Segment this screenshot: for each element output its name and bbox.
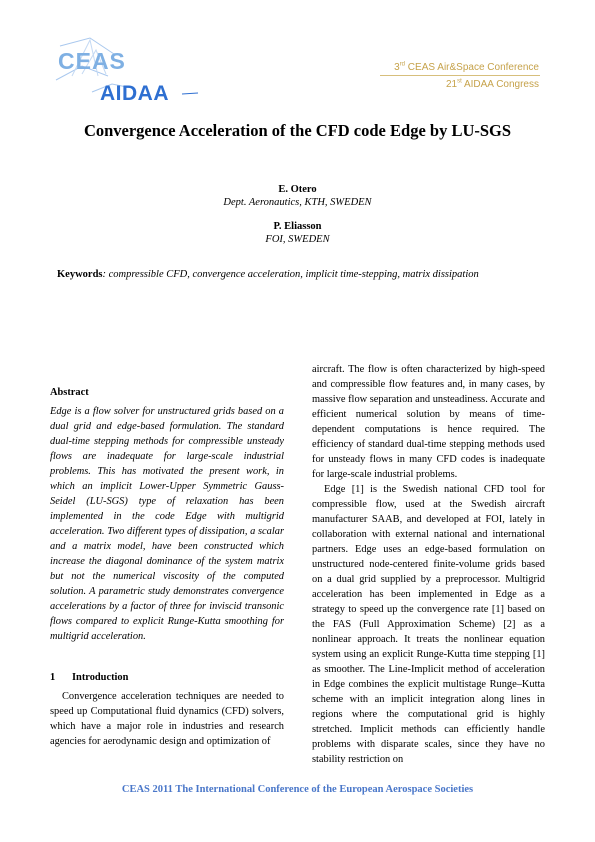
keywords-text: : compressible CFD, convergence acceleration, implicit time-stepping, matrix dissipation — [102, 269, 479, 280]
keywords — [57, 267, 537, 282]
logo-ceas-text: CEAS — [58, 48, 126, 74]
section-heading-introduction — [50, 670, 284, 685]
ceas-aidaa-logo — [52, 36, 202, 112]
keywords-label: Keywords — [57, 269, 103, 280]
intro-paragraph-2: Edge [1] is the Swedish national CFD tool for compressible flow, used at the Swedish aircraft manufacturer SAAB, and developed at FOI, lately in collaboration with external national and international partners. Edge uses an edge-based formulation on unstructured node-centered finite-volume grids based on a dual grid supplied by a preprocessor. Multigrid acceleration has been implemented in Edge as a strategy to speed up the convergence rate [1] based on the FAS (Full Approximation Scheme) [2] as a nonlinear approach. It treats the nonlinear equation system using an explicit Runge-Kutta time stepping [1] as smoother. The Line-Implicit method of acceleration in Edge combines the explicit multistage Runge–Kutta scheme with an implicit integration along lines in regions where the computational grid is highly stretched. Implicit methods can efficiently handle problems with disparate scales, since they have no stability restriction on — [312, 484, 545, 765]
intro-paragraph-1-end: aircraft. The flow is often characterized by high-speed and compressible flow features and, in many cases, by massive flow separation and unsteadiness. Accurate and efficient numerical solution by means of time-dependent computations is hence required. The efficiency of standard dual-time stepping methods used for unsteady flows in many CFD codes is inadequate for large-scale industrial problems. — [312, 364, 545, 480]
author-affiliation-1: Dept. Aeronautics, KTH, SWEDEN — [223, 197, 372, 208]
paper-title: Convergence Acceleration of the CFD code Edge by LU-SGS — [83, 121, 512, 140]
intro-paragraph-1-start: Convergence acceleration techniques are needed to speed up Computational fluid dynamics (CFD) solvers, which have a major role in industries and research agencies for aerodynamic design and optimization of — [50, 691, 284, 747]
author-name-2: P. Eliasson — [273, 221, 322, 232]
section-title: Introduction — [72, 672, 129, 683]
abstract-heading: Abstract — [50, 387, 89, 398]
conference-name-line-2: 21st AIDAA Congress — [445, 78, 539, 90]
logo-aidaa-text: AIDAA — [100, 82, 169, 105]
left-column — [50, 385, 284, 749]
conference-name-line-1: 3rd CEAS Air&Space Conference — [394, 61, 539, 73]
header-divider — [380, 75, 540, 76]
author-affiliation-2: FOI, SWEDEN — [265, 234, 330, 245]
right-column — [312, 362, 545, 767]
page-footer: CEAS 2011 The International Conference of the European Aerospace Societies — [121, 784, 474, 795]
abstract-text: Edge is a flow solver for unstructured grids based on a dual grid and edge-based formulation. The standard dual-time stepping methods for compressible unsteady flows are inadequate for large-scale industrial problems. This has motivated the present work, in which an implicit Lower-Upper Symmetric Gauss-Seidel (LU-SGS) type of relaxation has been implemented in the code Edge with multigrid acceleration. Two different types of dissipation, a scalar and a matrix model, have been constructed which increase the diagonal dominance of the system matrix but not the numerical viscosity of the computed solution. A parametric study demonstrates convergence accelerations by a factor of three for inviscid transonic flows compared to explicit Runge-Kutta smoothing for multigrid acceleration. — [50, 406, 284, 642]
section-number: 1 — [50, 672, 56, 683]
author-name-1: E. Otero — [278, 184, 317, 195]
